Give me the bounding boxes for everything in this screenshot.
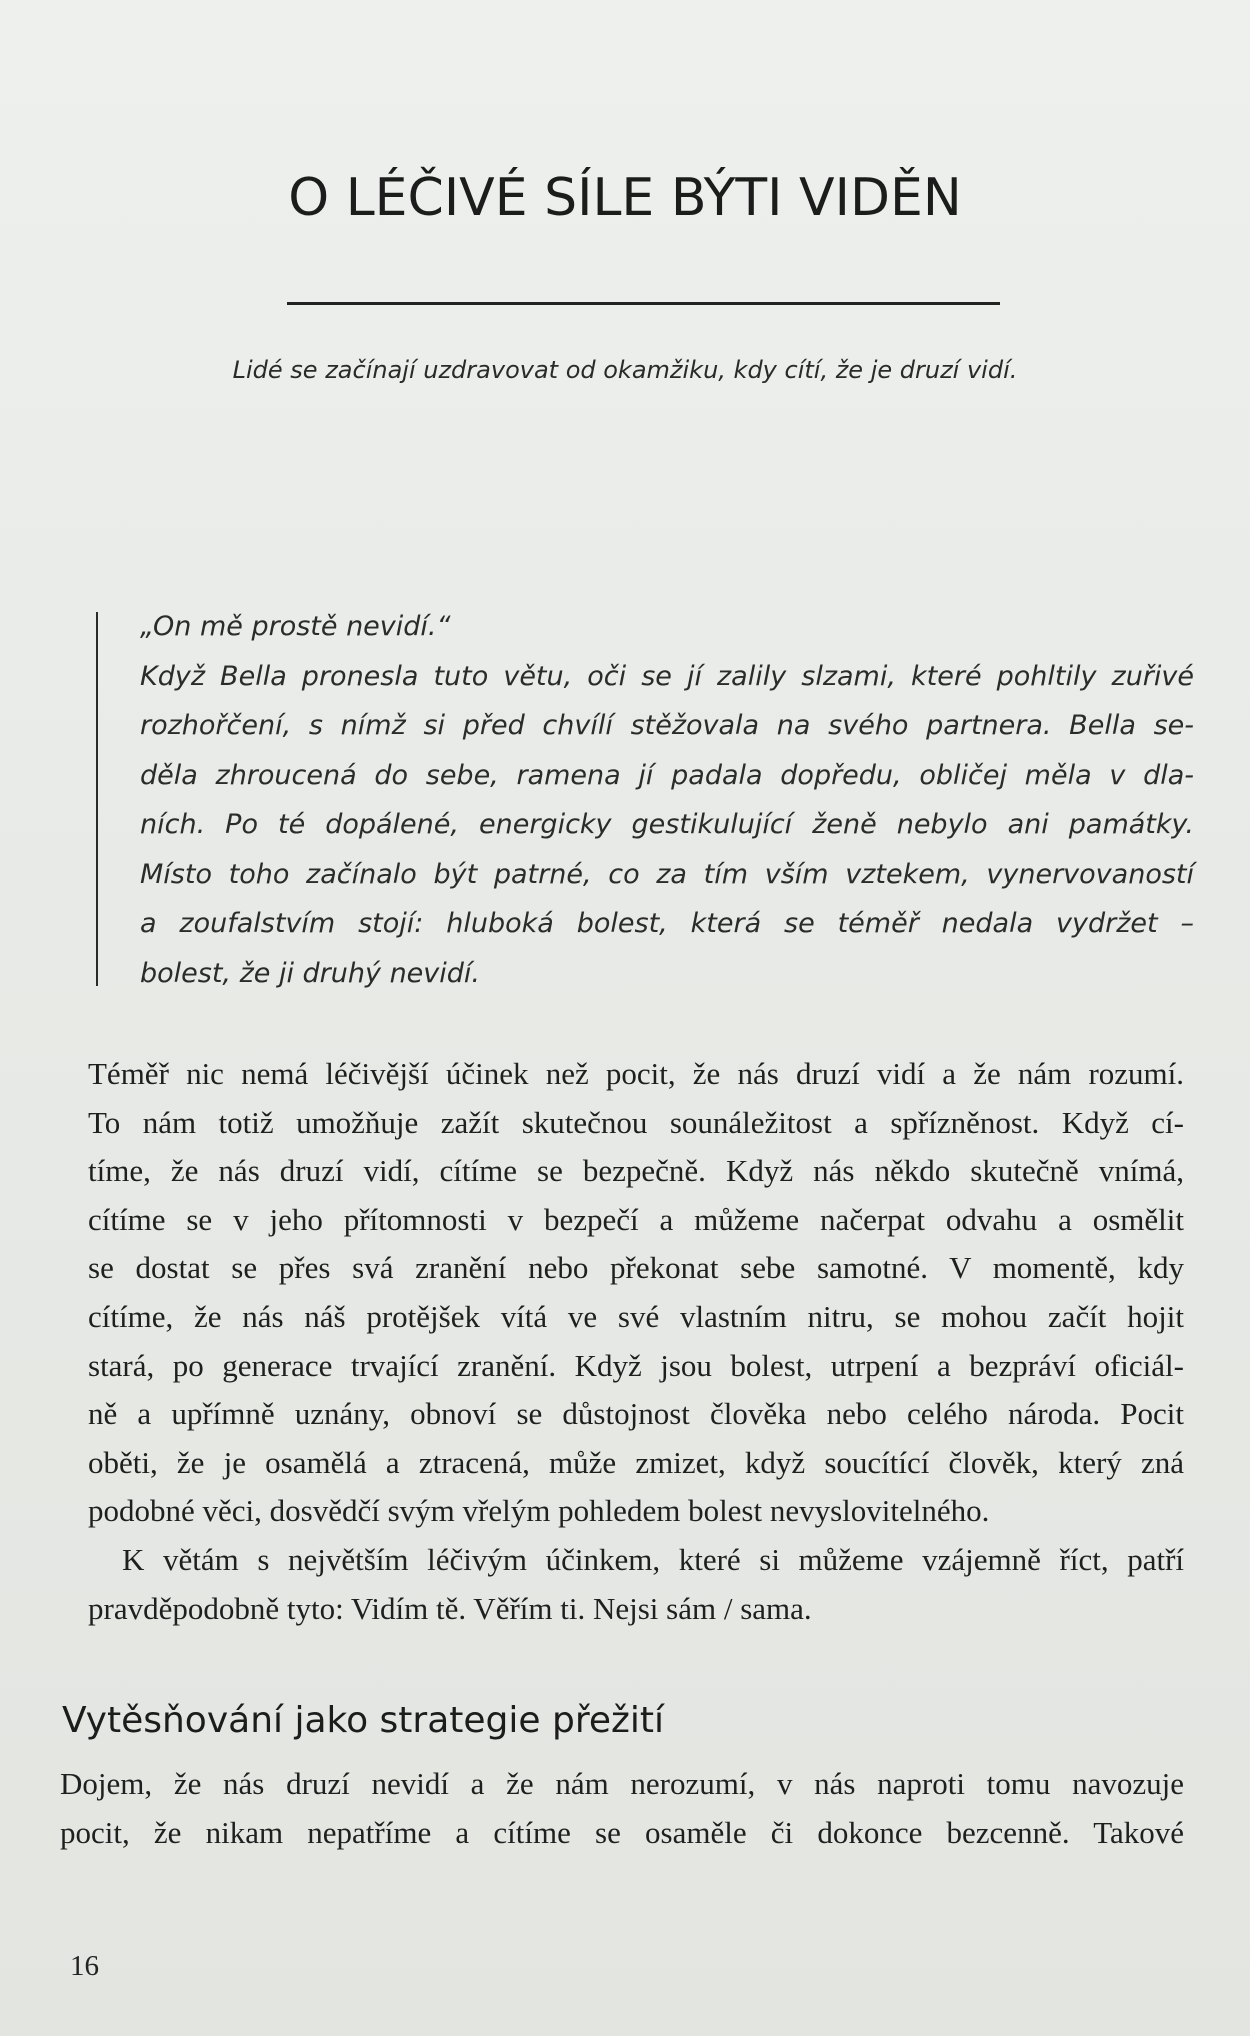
body-line: Téměř nic nemá léčivější účinek než pocit, že nás druzí vidí a že nám rozumí. <box>88 1056 1184 1091</box>
section-heading: Vytěsňování jako strategie přežití <box>62 1700 665 1741</box>
body-line: To nám totiž umožňuje zažít skutečnou sounáležitost a spřízněnost. Když cí- <box>88 1104 1184 1140</box>
body-line: stará, po generace trvající zranění. Když jsou bolest, utrpení a bezpráví oficiál- <box>88 1347 1184 1383</box>
chapter-title: O LÉČIVÉ SÍLE BÝTI VIDĚN <box>288 168 962 228</box>
body-line: oběti, že je osamělá a ztracená, může zmizet, když soucítící člověk, který zná <box>88 1444 1184 1480</box>
body-line: cítíme, že nás náš protějšek vítá ve své vlastním nitru, se mohou začít hojit <box>88 1298 1184 1334</box>
quote-line: děla zhroucená do sebe, ramena jí padala dopředu, obličej měla v dla- <box>140 759 1194 791</box>
body-line: ně a upřímně uznány, obnoví se důstojnost člověka nebo celého národa. Pocit <box>88 1396 1184 1432</box>
quote-line: Když Bella pronesla tuto větu, oči se jí zalily slzami, které pohltily zuřivé <box>140 660 1194 692</box>
quote-bar <box>96 612 98 986</box>
body-line: tíme, že nás druzí vidí, cítíme se bezpečně. Když nás někdo skutečně vnímá, <box>88 1153 1184 1189</box>
body-line: cítíme se v jeho přítomnosti v bezpečí a můžeme načerpat odvahu a osmělit <box>88 1201 1184 1237</box>
chapter-epigraph: Lidé se začínají uzdravovat od okamžiku, kdy cítí, že je druzí vidí. <box>232 356 1018 384</box>
body-line: K větám s největším léčivým účinkem, které si můžeme vzájemně říct, patří <box>122 1541 1184 1577</box>
title-underline <box>287 302 1000 305</box>
quote-line: bolest, že ji druhý nevidí. <box>140 957 480 989</box>
section-paragraph <box>60 1760 1184 1857</box>
body-line: podobné věci, dosvědčí svým vřelým pohledem bolest nevyslovitelného. <box>88 1493 990 1529</box>
section-line: Dojem, že nás druzí nevidí a že nám nerozumí, v nás naproti tomu navozuje <box>60 1766 1184 1801</box>
section-line: pocit, že nikam nepatříme a cítíme se osaměle či dokonce bezcenně. Takové <box>60 1814 1184 1850</box>
quote-line: Místo toho začínalo být patrné, co za tím vším vztekem, vynervovaností <box>140 858 1194 890</box>
body-paragraphs <box>88 1050 1184 1633</box>
quote-line: rozhořčení, s nímž si před chvílí stěžovala na svého partnera. Bella se- <box>140 710 1194 741</box>
opening-quote <box>140 602 1194 998</box>
body-line: pravděpodobně tyto: Vidím tě. Věřím ti. Nejsi sám / sama. <box>88 1590 812 1626</box>
page-number: 16 <box>70 1950 99 1982</box>
quote-line: a zoufalstvím stojí: hluboká bolest, která se téměř nedala vydržet – <box>140 908 1194 939</box>
quote-line: ních. Po té dopálené, energicky gestikulující ženě nebylo ani památky. <box>140 809 1194 840</box>
quote-line: „On mě prostě nevidí.“ <box>140 611 451 642</box>
body-line: se dostat se přes svá zranění nebo překonat sebe samotné. V momentě, kdy <box>88 1250 1184 1286</box>
